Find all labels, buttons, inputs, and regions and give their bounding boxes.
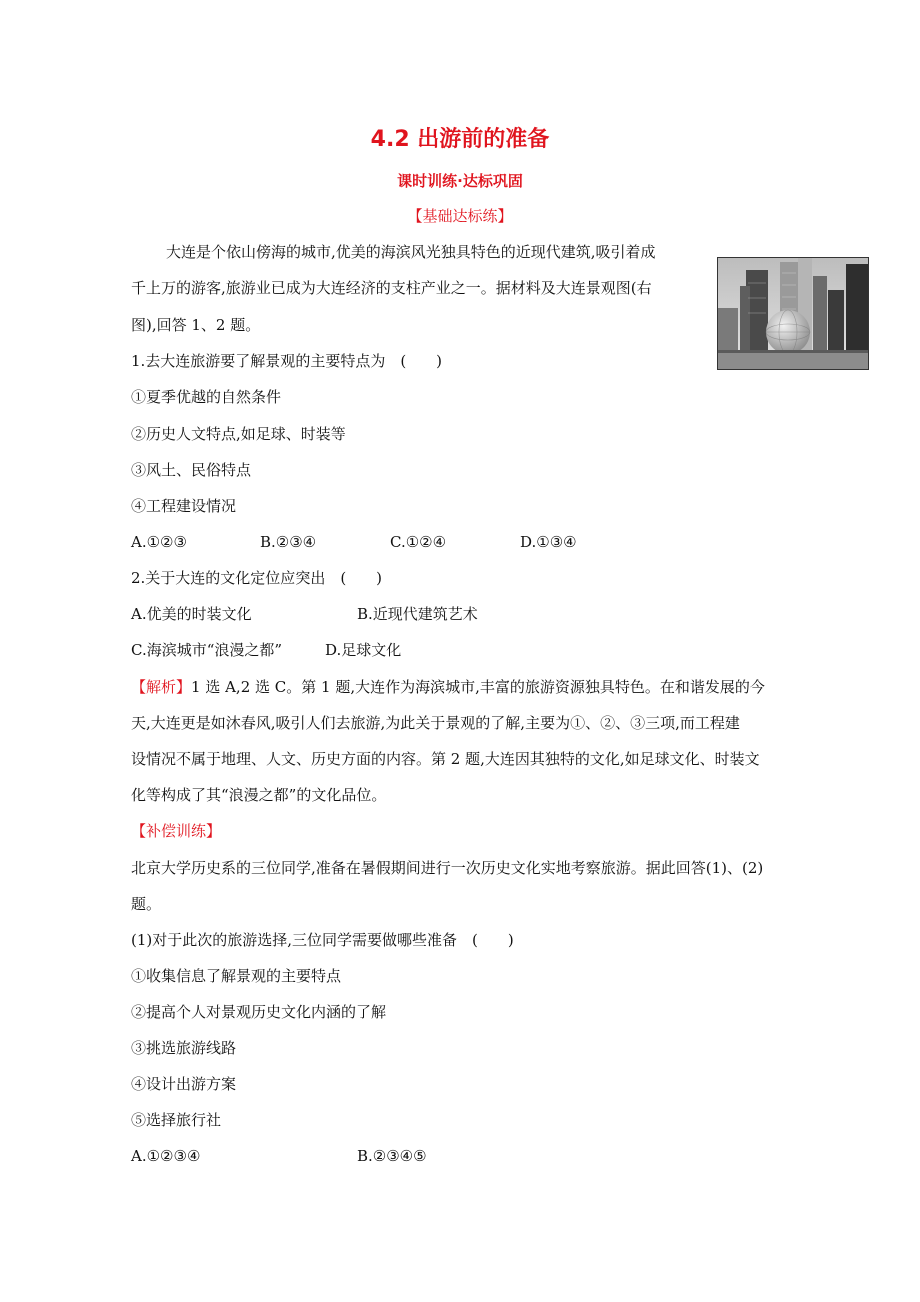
analysis-line-2: 天,大连更是如沐春风,吸引人们去旅游,为此关于景观的了解,主要为①、②、③三项,而工程建 <box>131 714 740 732</box>
section-heading-supplement: 【补偿训练】 <box>131 822 222 840</box>
q1-item-1: ①夏季优越的自然条件 <box>131 388 282 406</box>
supp-intro-line-1: 北京大学历史系的三位同学,准备在暑假期间进行一次历史文化实地考察旅游。据此回答(1)、(2) <box>131 859 764 877</box>
supp-item-2: ②提高个人对景观历史文化内涵的了解 <box>131 1003 387 1021</box>
section-heading-basic: 【基础达标练】 <box>407 207 513 225</box>
supp-q1-stem: (1)对于此次的旅游选择,三位同学需要做哪些准备 ( ) <box>131 931 514 949</box>
analysis-line-4: 化等构成了其“浪漫之都”的文化品位。 <box>131 786 387 804</box>
page-title: 4.2 出游前的准备 <box>370 127 550 152</box>
q1-item-4: ④工程建设情况 <box>131 497 237 515</box>
q1-option-c: C.①②④ <box>390 533 447 551</box>
q2-option-d: D.足球文化 <box>325 641 402 659</box>
intro-line-1: 大连是个依山傍海的城市,优美的海滨风光独具特色的近现代建筑,吸引着成 <box>166 243 656 261</box>
analysis-line-3: 设情况不属于地理、人文、历史方面的内容。第 2 题,大连因其独特的文化,如足球文化、时装文 <box>131 750 760 768</box>
intro-line-3: 图),回答 1、2 题。 <box>131 316 261 334</box>
analysis-line-1 <box>131 677 765 697</box>
q1-stem: 1.去大连旅游要了解景观的主要特点为 ( ) <box>131 352 443 370</box>
supp-item-5: ⑤选择旅行社 <box>131 1111 222 1129</box>
supp-item-1: ①收集信息了解景观的主要特点 <box>131 967 342 985</box>
city-skyline-image <box>718 258 868 369</box>
dalian-landscape-photo <box>717 257 869 370</box>
q1-option-b: B.②③④ <box>260 533 317 551</box>
supp-intro-line-2: 题。 <box>131 895 162 913</box>
q2-option-c: C.海滨城市“浪漫之都” <box>131 641 283 659</box>
supp-item-4: ④设计出游方案 <box>131 1075 237 1093</box>
q2-option-a: A.优美的时装文化 <box>131 605 252 623</box>
q1-option-d: D.①③④ <box>520 533 577 551</box>
q2-stem: 2.关于大连的文化定位应突出 ( ) <box>131 569 383 587</box>
supp-option-b: B.②③④⑤ <box>357 1147 427 1165</box>
analysis-label: 【解析】 <box>131 678 192 696</box>
supp-option-a: A.①②③④ <box>131 1147 201 1165</box>
q1-item-2: ②历史人文特点,如足球、时装等 <box>131 425 346 443</box>
q2-option-b: B.近现代建筑艺术 <box>357 605 478 623</box>
page-subtitle: 课时训练·达标巩固 <box>397 172 523 190</box>
q1-option-a: A.①②③ <box>131 533 187 551</box>
supp-item-3: ③挑选旅游线路 <box>131 1039 237 1057</box>
q1-item-3: ③风土、民俗特点 <box>131 461 252 479</box>
intro-line-2: 千上万的游客,旅游业已成为大连经济的支柱产业之一。据材料及大连景观图(右 <box>131 279 652 297</box>
analysis-text-1: 1 选 A,2 选 C。第 1 题,大连作为海滨城市,丰富的旅游资源独具特色。在和谐发展的今 <box>191 678 765 696</box>
